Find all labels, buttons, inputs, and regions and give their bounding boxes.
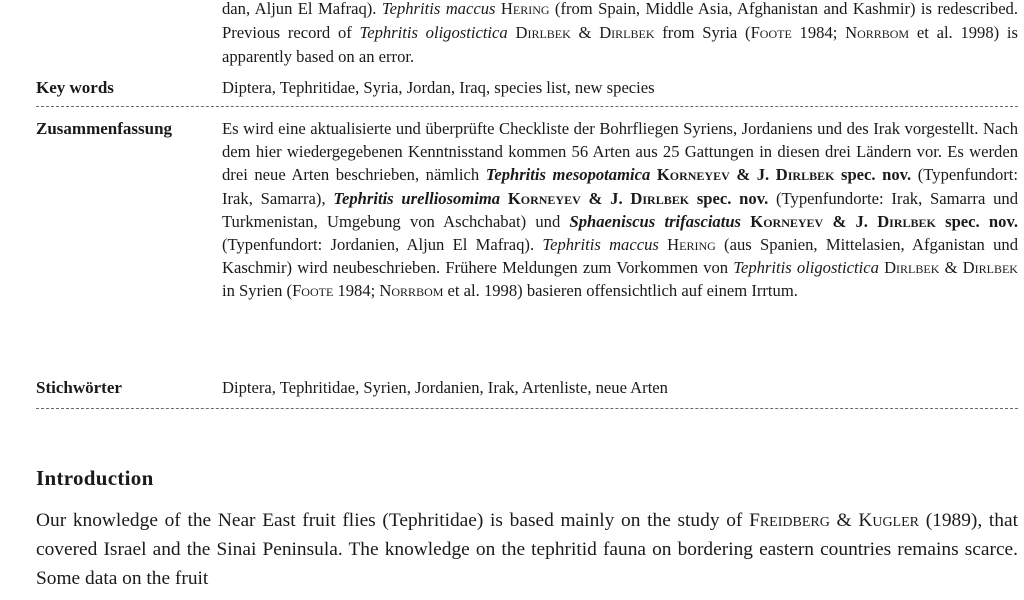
author-name: Dirlbek bbox=[515, 23, 571, 42]
zusammenfassung-text: Es wird eine aktualisierte und überprüfte Checkliste der Bohrfliegen Syriens, Jordaniens und des Irak vorgestellt. Nach dem hier wiedergegebenen Kenntnisstand kommen 56 Arten aus 25 Gattungen in diesen drei Ländern vor. Es werden drei neue Arten beschrieben, nämlich Tephritis mesopotamica Korneyev & J. Dirlbek spec. nov. (Typenfundort: Irak, Samarra), Tephritis urelliosomima Korneyev & J. Dirlbek spec. nov. (Typenfundorte: Irak, Samarra und Turkmenistan, Umgebung von Aschchabat) und Sphaeniscus trifasciatus Korneyev & J. Dirlbek spec. nov. (Typenfundort: Jordanien, Aljun El Mafraq). Tephritis maccus Hering (aus Spanien, Mittelasien, Afganistan und Kaschmir) wird neubeschrieben. Frühere Meldungen zum Vorkommen von Tephritis oligostictica Dirlbek & Dirlbek in Syrien (Foote 1984; Norrbom et al. 1998) basieren offensichtlich auf einem Irrtum. bbox=[222, 119, 1018, 301]
author-name: Korneyev bbox=[750, 211, 824, 231]
species-name: Tephritis maccus bbox=[542, 235, 659, 255]
author-name: Dirlbek bbox=[884, 258, 940, 278]
keywords-text: Diptera, Tephritidae, Syria, Jordan, Iraq, species list, new species bbox=[222, 78, 655, 97]
reference-author: Kugler bbox=[858, 510, 919, 531]
reference-author: Foote bbox=[292, 281, 334, 301]
zusammenfassung-label: Zusammenfassung bbox=[36, 119, 173, 138]
introduction-heading: Introduction bbox=[36, 466, 154, 490]
stichwoerter-text: Diptera, Tephritidae, Syrien, Jordanien, Irak, Artenliste, neue Arten bbox=[222, 378, 668, 397]
author-name: Dirlbek bbox=[775, 165, 835, 185]
author-name: Dirlbek bbox=[962, 258, 1018, 278]
author-name: Korneyev bbox=[507, 188, 581, 208]
abstract-tail-text: dan, Aljun El Mafraq). Tephritis maccus Hering (from Spain, Middle Asia, Afghanistan and Kashmir) is redescribed. Previous record of Tephritis oligostictica Dirlbek & Dirlbek from Syria (Foote 1984; Norrbom et al. 1998) is apparently based on an error. bbox=[222, 0, 1019, 66]
reference-author: Foote bbox=[750, 23, 792, 42]
stichwoerter-label: Stichwörter bbox=[36, 378, 122, 397]
species-name: Tephritis oligostictica bbox=[359, 23, 508, 42]
reference-author: Norrbom bbox=[845, 23, 910, 42]
species-name: Tephritis urelliosomima bbox=[333, 188, 501, 208]
divider bbox=[36, 106, 1018, 107]
author-name: Dirlbek bbox=[877, 211, 936, 231]
reference-author: Freidberg bbox=[749, 510, 830, 531]
divider bbox=[36, 408, 1018, 409]
species-name: Tephritis oligostictica bbox=[733, 258, 879, 278]
species-name: Tephritis mesopotamica bbox=[485, 165, 651, 185]
species-name: Sphaeniscus trifasciatus bbox=[569, 211, 742, 231]
keywords-label: Key words bbox=[36, 78, 114, 97]
reference-author: Norrbom bbox=[379, 281, 444, 301]
author-name: Dirlbek bbox=[599, 23, 655, 42]
species-name: Tephritis maccus bbox=[381, 0, 496, 18]
author-name: Hering bbox=[500, 0, 550, 18]
author-name: Hering bbox=[667, 235, 716, 255]
author-name: Dirlbek bbox=[630, 188, 690, 208]
introduction-paragraph: Our knowledge of the Near East fruit flies (Tephritidae) is based mainly on the study of Freidberg & Kugler (1989), that covered Israel and the Sinai Peninsula. The knowledge on the tephritid fauna on bordering eastern countries remains scarce. Some data on the fruit bbox=[36, 510, 1018, 589]
author-name: Korneyev bbox=[656, 165, 730, 185]
